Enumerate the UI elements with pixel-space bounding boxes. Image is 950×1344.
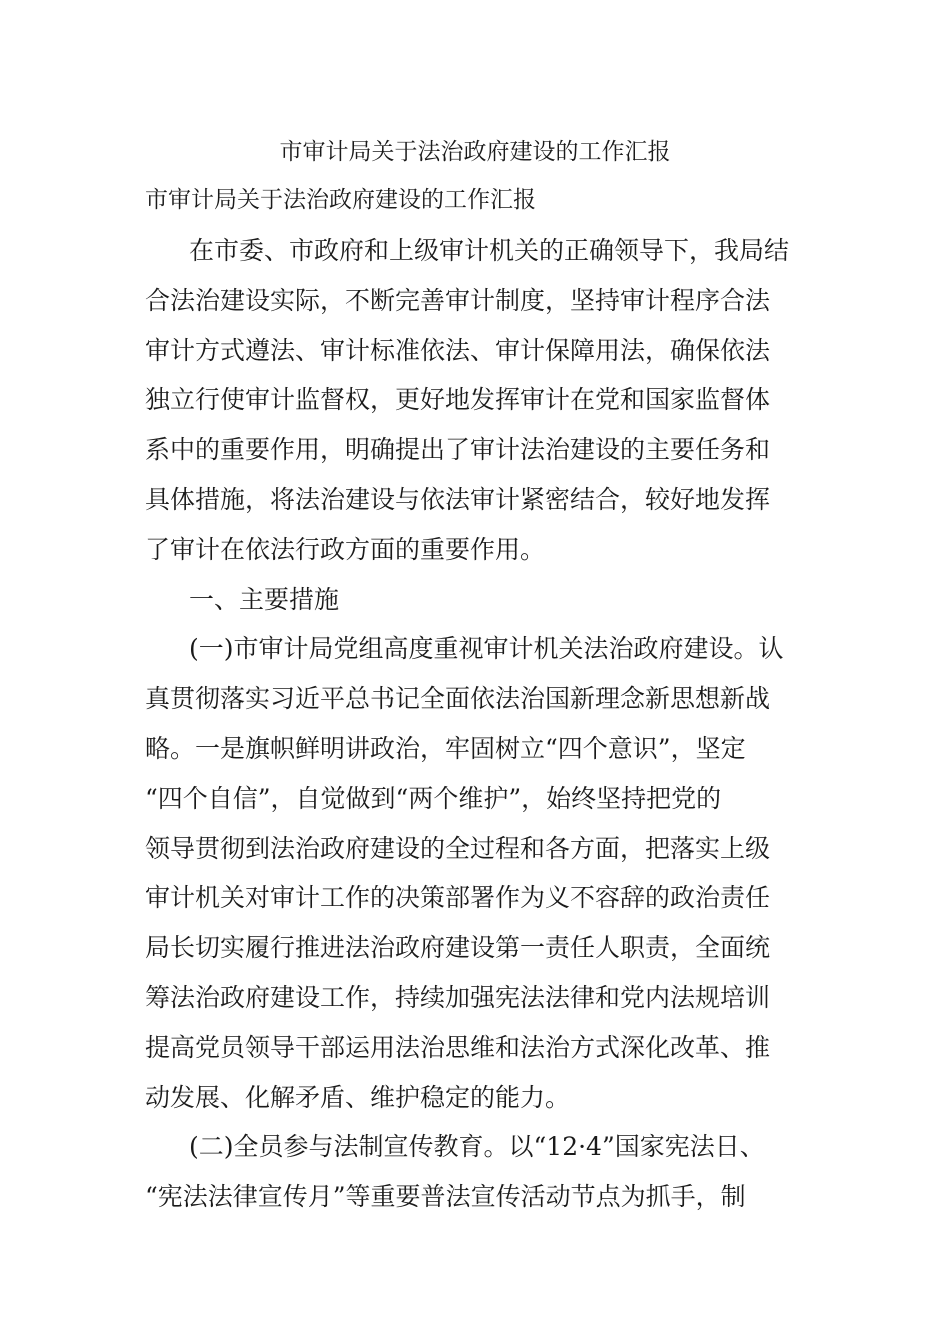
paragraph-line: “四个自信”，自觉做到“两个维护”，始终坚持把党的	[145, 783, 722, 813]
paragraph-line: 真贯彻落实习近平总书记全面依法治国新理念新思想新战	[145, 684, 771, 714]
document-subtitle: 市审计局关于法治政府建设的工作汇报	[145, 187, 536, 213]
document-title: 市审计局关于法治政府建设的工作汇报	[279, 139, 671, 165]
section-heading: 一、主要措施	[189, 584, 340, 614]
paragraph-line: (二)全员参与法制宣传教育。以“12·4”国家宪法日、	[189, 1132, 765, 1162]
paragraph-line: 合法治建设实际，不断完善审计制度，坚持审计程序合法	[145, 285, 771, 315]
paragraph-line: 审计方式遵法、审计标准依法、审计保障用法，确保依法	[145, 335, 771, 365]
paragraph-line: 在市委、市政府和上级审计机关的正确领导下，我局结	[189, 236, 790, 265]
paragraph-line: 独立行使审计监督权，更好地发挥审计在党和国家监督体	[145, 385, 771, 415]
paragraph-line: 审计机关对审计工作的决策部署作为义不容辞的政治责任	[145, 883, 771, 913]
paragraph-line: 局长切实履行推进法治政府建设第一责任人职责，全面统	[145, 933, 771, 963]
paragraph-line: 了审计在依法行政方面的重要作用。	[145, 534, 546, 564]
paragraph-line: “宪法法律宣传月”等重要普法宣传活动节点为抓手，制	[145, 1182, 746, 1212]
paragraph-line: 系中的重要作用，明确提出了审计法治建设的主要任务和	[145, 435, 771, 465]
paragraph-line: (一)市审计局党组高度重视审计机关法治政府建设。认	[189, 634, 784, 664]
paragraph-line: 具体措施，将法治建设与依法审计紧密结合，较好地发挥	[145, 484, 771, 514]
paragraph-line: 提高党员领导干部运用法治思维和法治方式深化改革、推	[145, 1032, 771, 1062]
paragraph-line: 动发展、化解矛盾、维护稳定的能力。	[145, 1082, 571, 1112]
paragraph-line: 领导贯彻到法治政府建设的全过程和各方面，把落实上级	[145, 833, 771, 863]
paragraph-line: 筹法治政府建设工作，持续加强宪法法律和党内法规培训	[145, 982, 771, 1012]
paragraph-line: 略。一是旗帜鲜明讲政治，牢固树立“四个意识”，坚定	[145, 733, 746, 763]
document-body	[145, 226, 810, 1222]
